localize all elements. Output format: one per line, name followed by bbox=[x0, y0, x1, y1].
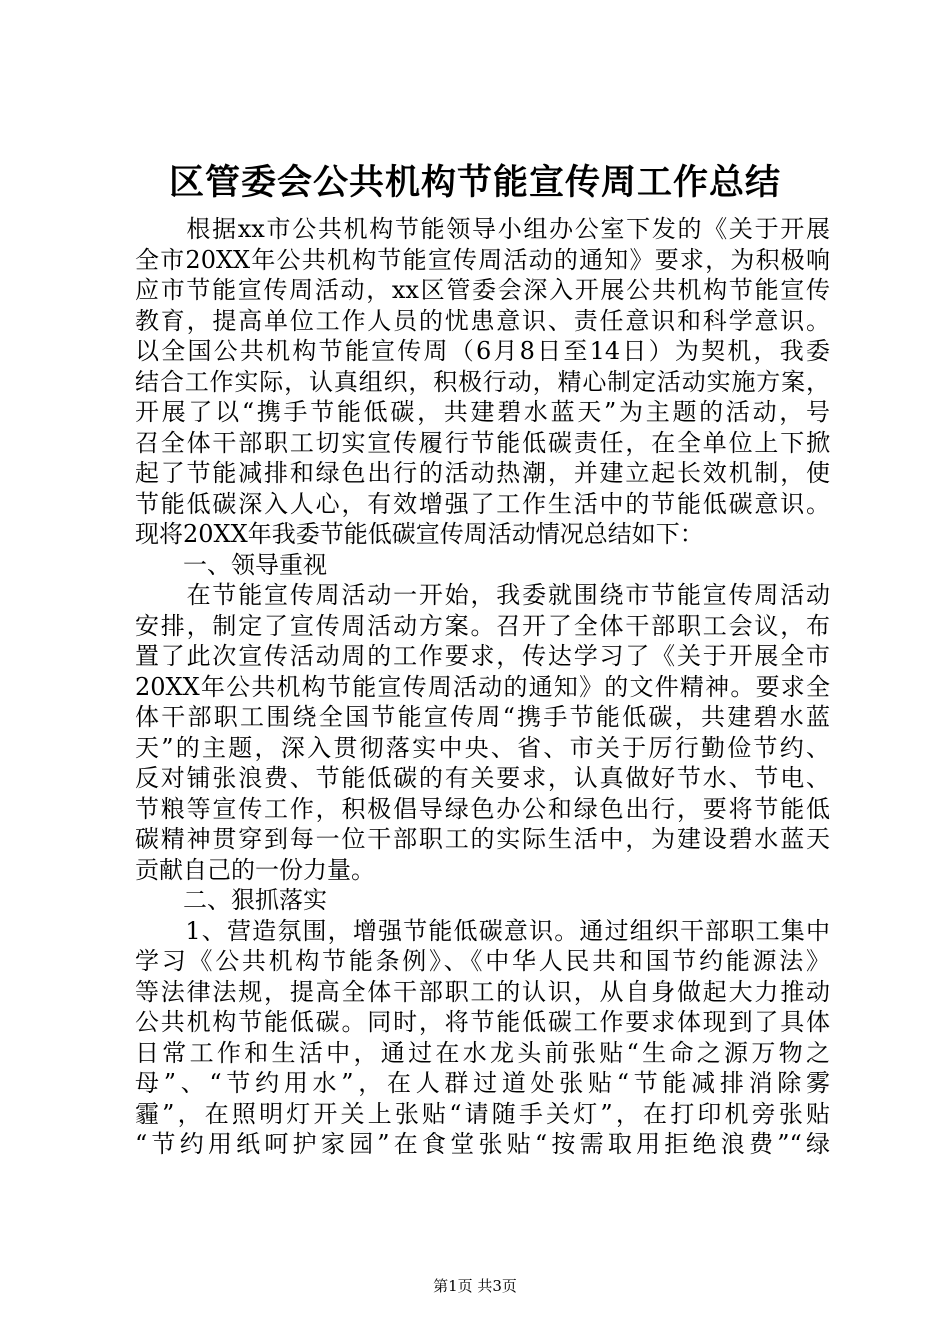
body-line: 学习《公共机构节能条例》、《中华人民共和国节约能源法》 bbox=[135, 947, 830, 975]
body-line: 开展了以“携手节能低碳，共建碧水蓝天”为主题的活动，号 bbox=[135, 398, 830, 426]
body-line: 召全体干部职工切实宣传履行节能低碳责任，在全单位上下掀 bbox=[135, 428, 830, 457]
body-line: 安排，制定了宣传周活动方案。召开了全体干部职工会议，布 bbox=[135, 611, 830, 640]
body-line: 节能低碳深入人心，有效增强了工作生活中的节能低碳意识。 bbox=[135, 489, 830, 518]
document-title: 区管委会公共机构节能宣传周工作总结 bbox=[168, 162, 781, 203]
body-line: 以全国公共机构节能宣传周（6月8日至14日）为契机，我委 bbox=[135, 337, 830, 365]
body-line: 贡献自己的一份力量。 bbox=[135, 855, 375, 884]
page-footer: 第1页 共3页 bbox=[433, 1277, 517, 1295]
body-line: 20XX年公共机构节能宣传周活动的通知》的文件精神。要求全 bbox=[135, 672, 830, 701]
body-line: 应市节能宣传周活动，xx区管委会深入开展公共机构节能宣传 bbox=[135, 276, 830, 304]
body-line: 碳精神贯穿到每一位干部职工的实际生活中，为建设碧水蓝天 bbox=[135, 825, 830, 853]
body-line: 天”的主题，深入贯彻落实中央、省、市关于厉行勤俭节约、 bbox=[135, 733, 830, 762]
document-body bbox=[135, 214, 830, 1160]
body-line: 现将20XX年我委节能低碳宣传周活动情况总结如下： bbox=[135, 520, 704, 548]
body-line: 反对铺张浪费、节能低碳的有关要求，认真做好节水、节电、 bbox=[135, 764, 830, 792]
body-line: 日常工作和生活中，通过在水龙头前张贴“生命之源万物之 bbox=[135, 1038, 830, 1067]
body-line: 置了此次宣传活动周的工作要求，传达学习了《关于开展全市 bbox=[135, 642, 830, 670]
body-line: 教育，提高单位工作人员的忧患意识、责任意识和科学意识。 bbox=[135, 306, 830, 335]
body-line: 在节能宣传周活动一开始，我委就围绕市节能宣传周活动 bbox=[135, 581, 830, 609]
body-line: 节粮等宣传工作，积极倡导绿色办公和绿色出行，要将节能低 bbox=[135, 794, 830, 823]
body-line: “节约用纸呵护家园”在食堂张贴“按需取用拒绝浪费”“绿 bbox=[135, 1130, 830, 1158]
body-line: 起了节能减排和绿色出行的活动热潮，并建立起长效机制，使 bbox=[135, 459, 830, 487]
body-line: 1、营造氛围，增强节能低碳意识。通过组织干部职工集中 bbox=[135, 916, 830, 945]
body-line: 体干部职工围绕全国节能宣传周“携手节能低碳，共建碧水蓝 bbox=[135, 703, 830, 731]
body-line: 霾”，在照明灯开关上张贴“请随手关灯”，在打印机旁张贴 bbox=[135, 1099, 830, 1128]
body-line: 结合工作实际，认真组织，积极行动，精心制定活动实施方案， bbox=[135, 367, 830, 396]
body-line: 等法律法规，提高全体干部职工的认识，从自身做起大力推动 bbox=[135, 977, 830, 1006]
body-line: 根据xx市公共机构节能领导小组办公室下发的《关于开展 bbox=[135, 215, 830, 243]
body-line: 一、领导重视 bbox=[135, 550, 327, 579]
body-line: 公共机构节能低碳。同时，将节能低碳工作要求体现到了具体 bbox=[135, 1008, 830, 1036]
body-line: 母”、“节约用水”，在人群过道处张贴“节能减排消除雾 bbox=[135, 1069, 830, 1097]
body-line: 全市20XX年公共机构节能宣传周活动的通知》要求，为积极响 bbox=[135, 245, 830, 274]
body-line: 二、狠抓落实 bbox=[135, 886, 327, 914]
